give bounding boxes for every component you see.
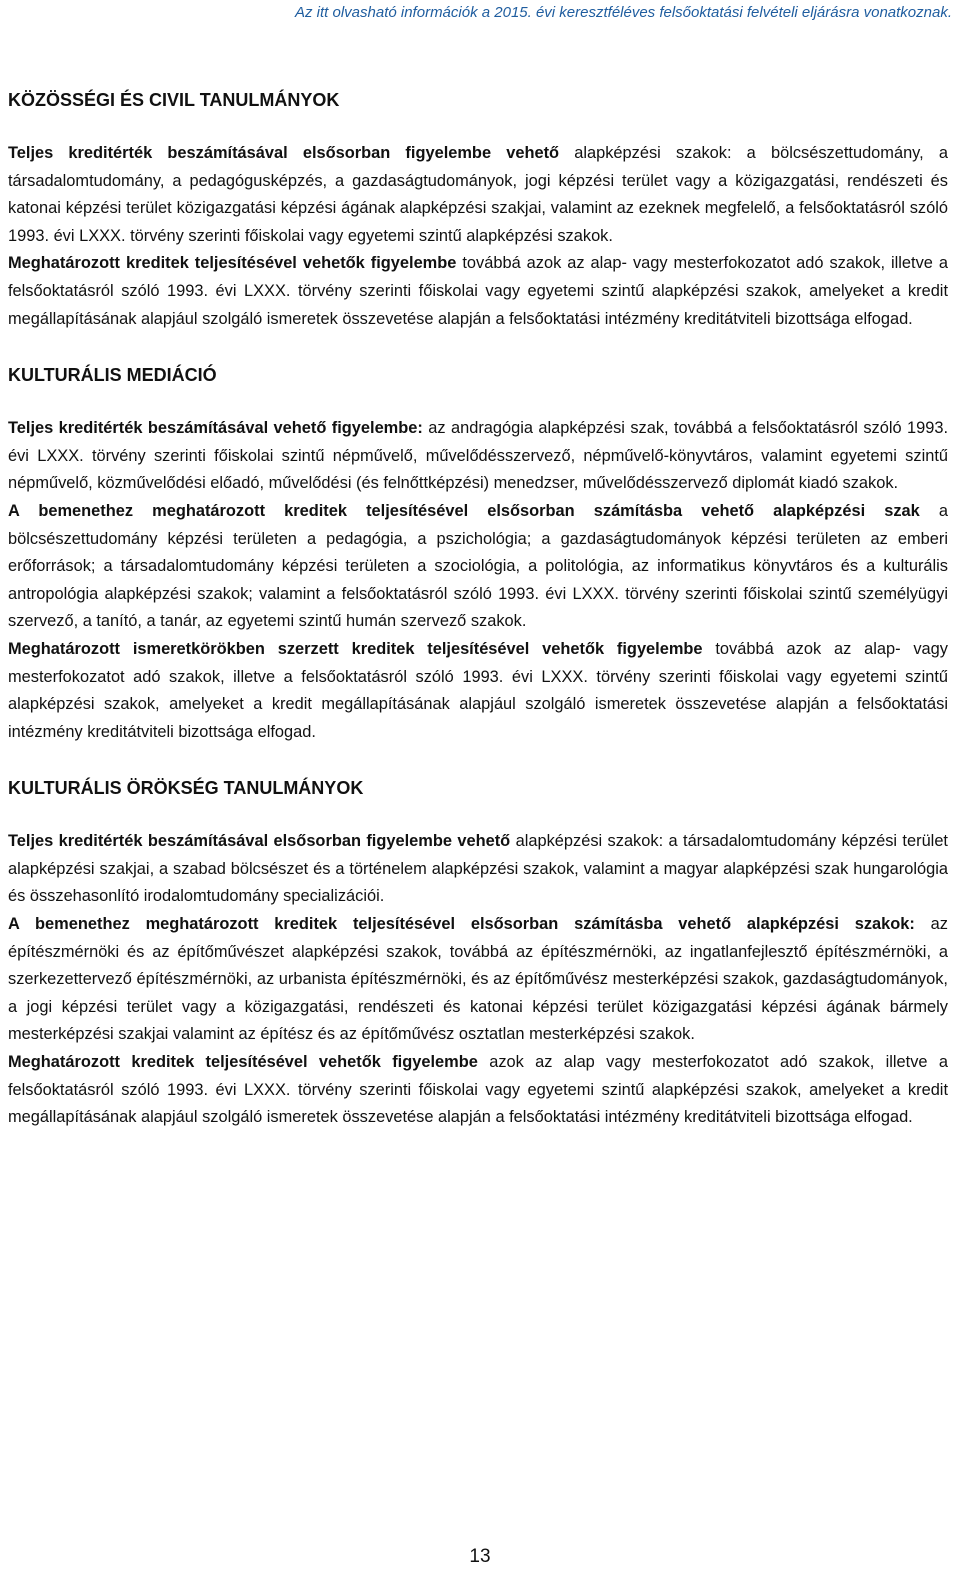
paragraph: [8, 498, 948, 636]
paragraph-bold-lead: Teljes kreditérték beszámításával elsősorban figyelembe vehető: [8, 144, 560, 162]
section-title: KULTURÁLIS MEDIÁCIÓ: [8, 365, 217, 386]
paragraph-text: az andragógia alapképzési szak, továbbá a felsőoktatásról szóló 1993. évi LXXX. törvény szerinti főiskolai szintű népművelő, művelődésszervező, népművelő-könyvtáros, valamint egyetemi szintű népművelő, közművelődési előadó, művelődési (és felnőttképzési) menedzser, művelődésszervező diplomát kiadó szakok.: [8, 419, 948, 493]
paragraph-bold-lead: Teljes kreditérték beszámításával vehető figyelembe:: [8, 419, 423, 438]
paragraph-text: alapképzési szakok: a társadalomtudomány képzési terület alapképzési szakjai, a szabad bölcsészet és a történelem alapképzési szakok, valamint a magyar alapképzési szak hungarológia és összehasonlító irodalomtudomány specializációi.: [8, 832, 948, 906]
paragraph-bold-lead: Teljes kreditérték beszámításával elsősorban figyelembe vehető: [8, 832, 511, 851]
paragraph-text: a bölcsészettudomány képzési területen a pedagógia, a pszichológia; a gazdaságtudományok képzési területen az emberi erőforrások; a társadalomtudomány képzési területen a szociológia, a politológia, az informatikus könyvtáros és a kulturális antropológia alapképzési szakok; valamint a felsőoktatásról szóló 1993. évi LXXX. törvény szerinti főiskolai szintű személyügyi szervező, a tanító, a tanár, az egyetemi szintű humán szervező szakok.: [8, 501, 948, 631]
section-kulturalis-mediacio: [8, 361, 948, 746]
section-title: KÖZÖSSÉGI ÉS CIVIL TANULMÁNYOK: [8, 90, 340, 110]
section-title: KULTURÁLIS ÖRÖKSÉG TANULMÁNYOK: [8, 778, 364, 799]
paragraph: [8, 636, 948, 746]
paragraph-bold-lead: Meghatározott ismeretkörökben szerzett kreditek teljesítésével vehetők figyelembe: [8, 639, 703, 658]
section-kozossegi-es-civil: [8, 86, 948, 333]
paragraph-text: az építészmérnöki és az építőművészet alapképzési szakok, továbbá az építészmérnöki, az ingatlanfejlesztő építészmérnöki, a szerkezettervező építészmérnöki, az urbanista építészmérnöki, és az építőművész mesterképzési szakok, gazdaságtudományok, a jogi képzési terület vagy a közigazgatási, rendészeti és katonai képzési terület közigazgatási képzési ágának bármely mesterképzési szakjai valamint az építész és az építőművész osztatlan mesterképzési szakok.: [8, 915, 948, 1044]
paragraph-text: továbbá azok az alap- vagy mesterfokozatot adó szakok, illetve a felsőoktatásról szóló 1993. évi LXXX. törvény szerinti főiskolai vagy egyetemi szintű alapképzési szakok, amelyeket a kredit megállapításának alapjául szolgáló ismeretek összevetése alapján a felsőoktatási intézmény kreditátviteli bizottsága elfogad.: [8, 639, 948, 741]
document-body: [8, 86, 948, 1160]
paragraph: [8, 828, 948, 911]
paragraph-bold-lead: Meghatározott kreditek teljesítésével vehetők figyelembe: [8, 1053, 478, 1072]
paragraph-bold-lead: A bemenethez meghatározott kreditek teljesítésével elsősorban számításba vehető alapképzési szak: [8, 501, 920, 520]
page-number: 13: [469, 1546, 491, 1567]
paragraph: [8, 415, 948, 498]
paragraph: [8, 911, 948, 1049]
paragraph: [8, 250, 948, 333]
paragraph-bold-lead: A bemenethez meghatározott kreditek teljesítésével elsősorban számításba vehető alapképzési szakok:: [8, 915, 915, 934]
paragraph-text: azok az alap vagy mesterfokozatot adó szakok, illetve a felsőoktatásról szóló 1993. évi LXXX. törvény szerinti főiskolai vagy egyetemi szintű alapképzési szakok, amelyeket a kredit megállapításának alapjául szolgáló ismeretek összevetése alapján a felsőoktatási intézmény kreditátviteli bizottsága elfogad.: [8, 1053, 948, 1127]
paragraph-text: továbbá azok az alap- vagy mesterfokozatot adó szakok, illetve a felsőoktatásról szóló 1993. évi LXXX. törvény szerinti főiskolai vagy egyetemi szintű alapképzési szakok, amelyeket a kredit megállapításának alapjául szolgáló ismeretek összevetése alapján a felsőoktatási intézmény kreditátviteli bizottsága elfogad.: [8, 254, 948, 328]
paragraph-bold-lead: Meghatározott kreditek teljesítésével vehetők figyelembe: [8, 254, 457, 273]
page-header: Az itt olvasható információk a 2015. évi keresztféléves felsőoktatási felvételi eljárásra vonatkoznak.: [295, 4, 952, 21]
paragraph: [8, 140, 948, 250]
paragraph-text: alapképzési szakok: a bölcsészettudomány, a társadalomtudomány, a pedagógusképzés, a gazdaságtudományok, jogi képzési terület vagy a közigazgatási, rendészeti és katonai képzési terület közigazgatási képzési ágának alapképzési szakjai, valamint az ezeknek megfelelő, a felsőoktatásról szóló 1993. évi LXXX. törvény szerinti főiskolai vagy egyetemi szintű alapképzési szakok.: [8, 144, 948, 245]
paragraph: [8, 1049, 948, 1132]
section-kulturalis-orokseg: [8, 774, 948, 1132]
